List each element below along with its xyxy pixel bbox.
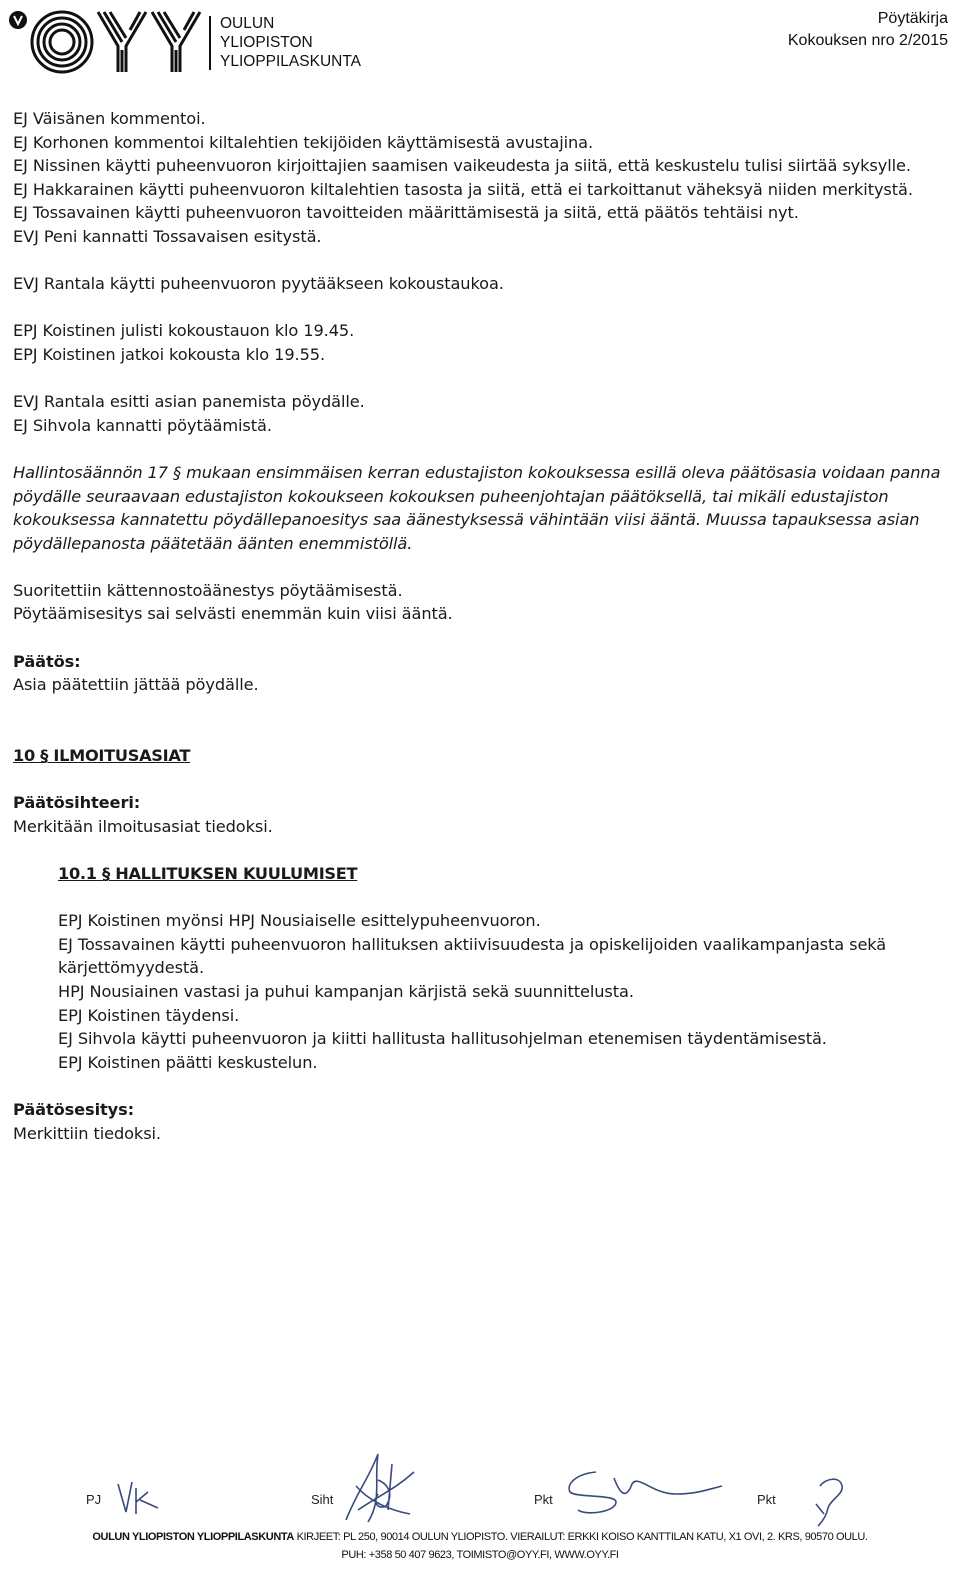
paragraph: EJ Tossavainen käytti puheenvuoron tavoitteiden määrittämisestä ja siitä, että päätös tehtäisi nyt. [13, 203, 799, 223]
inspector-signature-1 [556, 1464, 726, 1524]
inspector-label-2: Pkt [757, 1492, 776, 1507]
paragraph: EVJ Peni kannatti Tossavaisen esitystä. [13, 226, 322, 246]
inspector-signature-2 [806, 1474, 856, 1530]
page-footer [0, 1528, 960, 1564]
paragraph: EVJ Rantala esitti asian panemista pöydälle. [13, 392, 365, 412]
org-line-3: YLIOPPILASKUNTA [220, 53, 361, 70]
secretary-sign-label: Siht [311, 1492, 334, 1507]
paragraph: EJ Sihvola käytti puheenvuoron ja kiitti hallitusta hallitusohjelman etenemisen täydentämisestä. [58, 1029, 827, 1049]
paragraph: EJ Tossavainen käytti puheenvuoron hallituksen aktiivisuudesta ja opiskelijoiden vaalikampanjasta sekä kärjettömyydestä. [58, 934, 887, 978]
org-line-1: OULUN [220, 15, 275, 32]
secretary-label: Päätösihteeri: [13, 793, 141, 813]
footer-line-1 [0, 1528, 960, 1546]
paragraph: EVJ Rantala käytti puheenvuoron pyytääkseen kokoustaukoa. [13, 274, 504, 294]
paragraph: Pöytäämisesitys sai selvästi enemmän kuin viisi ääntä. [13, 604, 453, 624]
paragraph: EJ Korhonen kommentoi kiltalehtien tekijöiden käyttämisestä avustajina. [13, 132, 594, 152]
footer-contact: PUH: +358 50 407 9623, TOIMISTO@OYY.FI, WWW.OYY.FI [341, 1549, 619, 1561]
org-line-2: YLIOPISTON [220, 34, 313, 51]
paragraph: Suoritettiin kättennostoäänestys pöytäämisestä. [13, 580, 403, 600]
paragraph: HPJ Nousiainen vastasi ja puhui kampanjan kärjistä sekä suunnittelusta. [58, 981, 634, 1001]
paragraph: EJ Sihvola kannatti pöytäämistä. [13, 415, 272, 435]
chair-label: PJ [86, 1492, 102, 1507]
section-heading: 10 § ILMOITUSASIAT [13, 746, 191, 766]
footer-address: KIRJEET: PL 250, 90014 OULUN YLIOPISTO. VIERAILUT: ERKKI KOISO KANTTILAN KATU, X1 OVI, 2. KRS, 90570 OULU. [296, 1531, 868, 1543]
signature-row [0, 1450, 960, 1530]
oyy-logo [6, 6, 211, 80]
secretary-text: Merkitään ilmoitusasiat tiedoksi. [13, 816, 273, 836]
footer-org: OULUN YLIOPISTON YLIOPPILASKUNTA [92, 1531, 294, 1543]
paragraph: EPJ Koistinen myönsi HPJ Nousiaiselle esittelypuheenvuoron. [58, 911, 541, 931]
meeting-number: Kokouksen nro 2/2015 [787, 32, 948, 49]
regulation-quote: Hallintosäännön 17 § mukaan ensimmäisen kerran edustajiston kokouksessa esillä oleva päätösasia voidaan panna pöydälle seuraavaan edustajiston kokoukseen kokouksen puheenjohtajan päätöksellä, tai mikäli edustajiston kokouksessa kannatettu pöydällepanoesitys saa äänestyksessä vähintään viisi ääntä. Muussa tapauksessa asian pöydällepanosta päätetään äänten enemmistöllä. [13, 462, 941, 553]
paragraph: EJ Väisänen kommentoi. [13, 109, 206, 128]
decision-text: Asia päätettiin jättää pöydälle. [13, 675, 259, 695]
proposal-text: Merkittiin tiedoksi. [13, 1123, 161, 1143]
subsection-body [13, 909, 953, 1074]
secretary-signature [338, 1450, 420, 1530]
org-name [220, 14, 361, 71]
paragraph: EJ Nissinen käytti puheenvuoron kirjoittajien saamisen vaikeudesta ja siitä, että keskustelu tulisi siirtää syksylle. [13, 156, 911, 176]
subsection-heading: 10.1 § HALLITUKSEN KUULUMISET [58, 864, 358, 883]
paragraph: EPJ Koistinen täydensi. [58, 1005, 240, 1025]
document-meta [788, 8, 948, 52]
proposal-label: Päätösesitys: [13, 1099, 135, 1119]
decision-label: Päätös: [13, 651, 81, 671]
paragraph: EPJ Koistinen jatkoi kokousta klo 19.55. [13, 344, 326, 364]
minutes-body [13, 107, 953, 1145]
paragraph: EPJ Koistinen julisti kokoustauon klo 19.45. [13, 321, 355, 341]
chair-signature [114, 1478, 174, 1518]
inspector-label-1: Pkt [534, 1492, 553, 1507]
paragraph: EPJ Koistinen päätti keskustelun. [58, 1052, 318, 1072]
paragraph: EJ Hakkarainen käytti puheenvuoron kiltalehtien tasosta ja siitä, että ei tarkoittanut väheksyä niiden merkitystä. [13, 179, 913, 199]
document-type: Pöytäkirja [877, 10, 948, 27]
